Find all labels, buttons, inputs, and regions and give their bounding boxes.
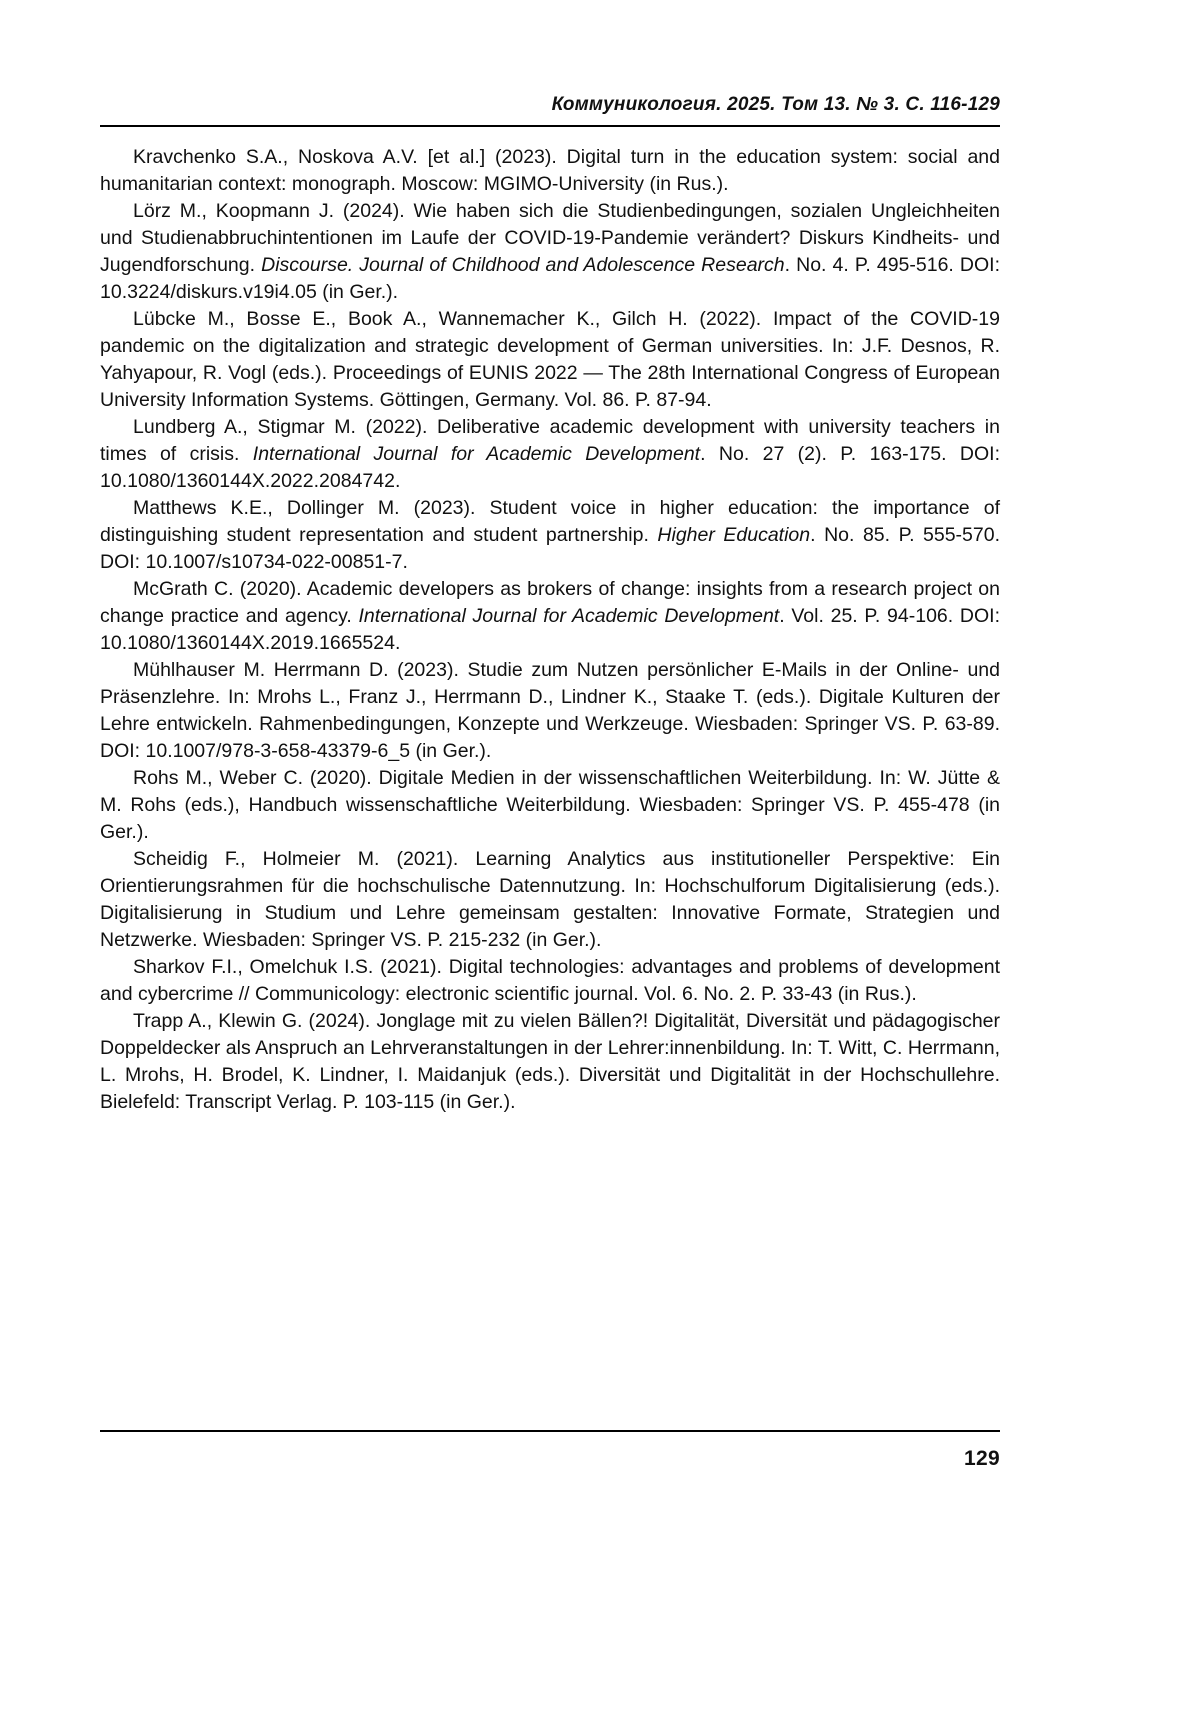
- reference-item: [100, 576, 1000, 657]
- reference-text: Lundberg A., Stigmar M. (2022). Deliberative academic development with university teachers in times of crisis.: [100, 416, 1000, 465]
- journal-citation: Коммуникология. 2025. Том 13. № 3. С. 116-129: [551, 94, 1000, 115]
- reference-item: [100, 144, 1000, 198]
- reference-text: Scheidig F., Holmeier M. (2021). Learning Analytics aus institutioneller Perspektive: Ein Orientierungsrahmen für die hochschulische Datennutzung. In: Hochschulforum Digitalisierung (eds.). Digitalisierung in Studium und Lehre gemeinsam gestalten: Innovative Formate, Strategien und Netzwerke. Wiesbaden: Springer VS. P. 215-232 (in Ger.).: [100, 848, 1000, 951]
- header-rule: [100, 125, 1000, 127]
- page-content: [100, 94, 1000, 1116]
- reference-text: Sharkov F.I., Omelchuk I.S. (2021). Digital technologies: advantages and problems of development and cybercrime // Communicology: electronic scientific journal. Vol. 6. No. 2. P. 33-43 (in Rus.).: [100, 956, 1000, 1005]
- reference-item: [100, 765, 1000, 846]
- references-list: [100, 144, 1000, 1116]
- reference-text: Trapp A., Klewin G. (2024). Jonglage mit zu vielen Bällen?! Digitalität, Diversität und pädagogischer Doppeldecker als Anspruch an Lehrveranstaltungen in der Lehrer:innenbildung. In: T. Witt, C. Herrmann, L. Mrohs, H. Brodel, K. Lindner, I. Maidanjuk (eds.). Diversität und Digitalität in der Hochschullehre. Bielefeld: Transcript Verlag. P. 103-115 (in Ger.).: [100, 1010, 1000, 1113]
- page-number: 129: [964, 1447, 1000, 1470]
- reference-text: . No. 27 (2). P. 163-175. DOI: 10.1080/1360144X.2022.2084742.: [100, 443, 1001, 492]
- reference-text: Matthews K.E., Dollinger M. (2023). Student voice in higher education: the importance of distinguishing student representation and student partnership.: [100, 497, 1000, 546]
- reference-journal-title: International Journal for Academic Development: [358, 605, 780, 627]
- reference-item: [100, 846, 1000, 954]
- reference-item: [100, 306, 1000, 414]
- reference-item: [100, 198, 1000, 306]
- reference-item: [100, 954, 1000, 1008]
- reference-journal-title: International Journal for Academic Development: [252, 443, 701, 465]
- reference-text: Lübcke M., Bosse E., Book A., Wannemacher K., Gilch H. (2022). Impact of the COVID-19 pandemic on the digitalization and strategic development of German universities. In: J.F. Desnos, R. Yahyapour, R. Vogl (eds.). Proceedings of EUNIS 2022 — The 28th International Congress of European University Information Systems. Göttingen, Germany. Vol. 86. P. 87-94.: [100, 308, 1000, 411]
- reference-text: Rohs M., Weber C. (2020). Digitale Medien in der wissenschaftlichen Weiterbildung. In: W. Jütte & M. Rohs (eds.), Handbuch wissenschaftliche Weiterbildung. Wiesbaden: Springer VS. P. 455-478 (in Ger.).: [100, 767, 1000, 843]
- page-footer: [100, 1430, 1000, 1471]
- reference-text: Mühlhauser M. Herrmann D. (2023). Studie zum Nutzen persönlicher E-Mails in der Online- und Präsenzlehre. In: Mrohs L., Franz J., Herrmann D., Lindner K., Staake T. (eds.). Digitale Kulturen der Lehre entwickeln. Rahmenbedingungen, Konzepte und Werkzeuge. Wiesbaden: Springer VS. P. 63-89. DOI: 10.1007/978-3-658-43379-6_5 (in Ger.).: [100, 659, 1000, 762]
- reference-item: [100, 495, 1000, 576]
- reference-text: . Vol. 25. P. 94-106. DOI: 10.1080/1360144X.2019.1665524.: [100, 605, 1000, 654]
- reference-journal-title: Higher Education: [657, 524, 811, 546]
- reference-text: . No. 4. P. 495-516. DOI: 10.3224/diskurs.v19i4.05 (in Ger.).: [100, 254, 1000, 303]
- reference-text: McGrath C. (2020). Academic developers as brokers of change: insights from a research project on change practice and agency.: [100, 578, 1000, 627]
- reference-text: Lörz M., Koopmann J. (2024). Wie haben sich die Studienbedingungen, sozialen Ungleichheiten und Studienabbruchintentionen im Laufe der COVID-19-Pandemie verändert? Diskurs Kindheits- und Jugendforschung.: [100, 200, 1000, 276]
- reference-text: . No. 85. P. 555-570. DOI: 10.1007/s10734-022-00851-7.: [100, 524, 1000, 573]
- reference-item: [100, 657, 1000, 765]
- running-head: [100, 94, 1000, 127]
- reference-text: Kravchenko S.A., Noskova A.V. [et al.] (2023). Digital turn in the education system: social and humanitarian context: monograph. Moscow: MGIMO-University (in Rus.).: [100, 146, 1000, 195]
- reference-item: [100, 414, 1000, 495]
- reference-item: [100, 1008, 1000, 1116]
- footer-rule: [100, 1430, 1000, 1432]
- reference-journal-title: Discourse. Journal of Childhood and Adolescence Research: [261, 254, 785, 276]
